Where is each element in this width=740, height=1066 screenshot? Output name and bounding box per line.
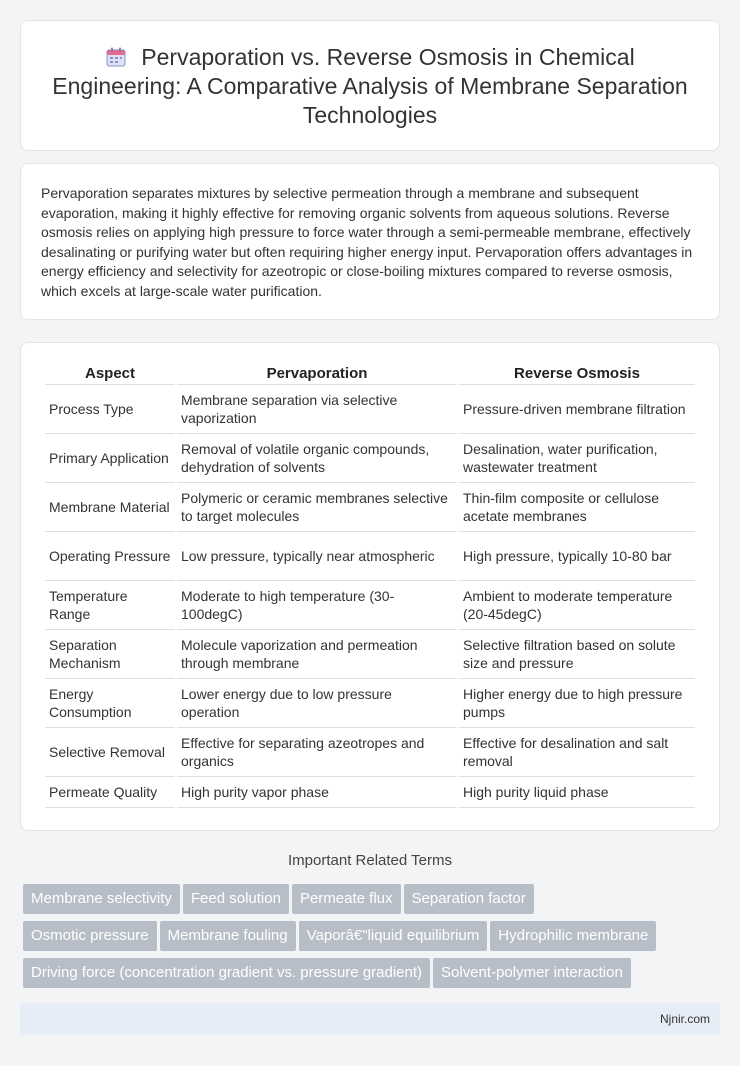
cell-aspect: Primary Application bbox=[45, 434, 175, 483]
table-row bbox=[45, 581, 695, 630]
header-aspect: Aspect bbox=[45, 361, 175, 385]
table-row bbox=[45, 728, 695, 777]
term-tag[interactable]: Osmotic pressure bbox=[23, 921, 157, 951]
page-title bbox=[41, 43, 699, 130]
page-title-text: Pervaporation vs. Reverse Osmosis in Chemical Engineering: A Comparative Analysis of Membrane Separation Technologies bbox=[52, 44, 688, 128]
cell-reverse-osmosis: Effective for desalination and salt removal bbox=[459, 728, 695, 777]
cell-pervaporation: Polymeric or ceramic membranes selective to target molecules bbox=[177, 483, 457, 532]
cell-reverse-osmosis: Ambient to moderate temperature (20-45degC) bbox=[459, 581, 695, 630]
cell-pervaporation: Membrane separation via selective vaporization bbox=[177, 385, 457, 434]
intro-paragraph: Pervaporation separates mixtures by selective permeation through a membrane and subsequent evaporation, making it highly effective for removing organic solvents from aqueous solutions. Reverse osmosis relies on applying high pressure to force water through a semi-permeable membrane, effectively desalinating or purifying water but often requiring higher energy input. Pervaporation offers advantages in energy efficiency and selectivity for azeotropic or close-boiling mixtures compared to reverse osmosis, which excels at large-scale water purification. bbox=[41, 185, 693, 299]
term-tag[interactable]: Membrane selectivity bbox=[23, 884, 180, 914]
cell-reverse-osmosis: Higher energy due to high pressure pumps bbox=[459, 679, 695, 728]
cell-aspect: Temperature Range bbox=[45, 581, 175, 630]
comparison-table bbox=[43, 361, 697, 808]
term-tag[interactable]: Separation factor bbox=[404, 884, 534, 914]
cell-aspect: Membrane Material bbox=[45, 483, 175, 532]
table-row bbox=[45, 777, 695, 808]
term-tag[interactable]: Driving force (concentration gradient vs. pressure gradient) bbox=[23, 958, 430, 988]
related-terms-list bbox=[23, 884, 723, 995]
title-card bbox=[20, 20, 720, 151]
term-tag[interactable]: Permeate flux bbox=[292, 884, 401, 914]
cell-pervaporation: Effective for separating azeotropes and organics bbox=[177, 728, 457, 777]
term-tag[interactable]: Feed solution bbox=[183, 884, 289, 914]
table-row bbox=[45, 679, 695, 728]
cell-aspect: Separation Mechanism bbox=[45, 630, 175, 679]
cell-aspect: Operating Pressure bbox=[45, 532, 175, 581]
cell-pervaporation: Moderate to high temperature (30-100degC) bbox=[177, 581, 457, 630]
footer bbox=[20, 1003, 720, 1035]
cell-aspect: Permeate Quality bbox=[45, 777, 175, 808]
cell-reverse-osmosis: Selective filtration based on solute size and pressure bbox=[459, 630, 695, 679]
cell-reverse-osmosis: High pressure, typically 10-80 bar bbox=[459, 532, 695, 581]
cell-reverse-osmosis: High purity liquid phase bbox=[459, 777, 695, 808]
table-row bbox=[45, 483, 695, 532]
cell-pervaporation: Lower energy due to low pressure operation bbox=[177, 679, 457, 728]
related-terms-heading: Important Related Terms bbox=[288, 852, 452, 869]
term-tag[interactable]: Hydrophilic membrane bbox=[490, 921, 656, 951]
header-reverse-osmosis: Reverse Osmosis bbox=[459, 361, 695, 385]
cell-reverse-osmosis: Desalination, water purification, wastewater treatment bbox=[459, 434, 695, 483]
cell-aspect: Process Type bbox=[45, 385, 175, 434]
table-row bbox=[45, 532, 695, 581]
cell-aspect: Selective Removal bbox=[45, 728, 175, 777]
term-tag[interactable]: Vaporâ€"liquid equilibrium bbox=[299, 921, 488, 951]
table-header-row bbox=[45, 361, 695, 385]
footer-site-link[interactable]: Njnir.com bbox=[659, 1012, 710, 1026]
term-tag[interactable]: Solvent-polymer interaction bbox=[433, 958, 631, 988]
intro-card bbox=[20, 163, 720, 320]
cell-pervaporation: Low pressure, typically near atmospheric bbox=[177, 532, 457, 581]
header-pervaporation: Pervaporation bbox=[177, 361, 457, 385]
table-row bbox=[45, 385, 695, 434]
term-tag[interactable]: Membrane fouling bbox=[160, 921, 296, 951]
cell-reverse-osmosis: Pressure-driven membrane filtration bbox=[459, 385, 695, 434]
comparison-table-card bbox=[20, 342, 720, 831]
table-row bbox=[45, 630, 695, 679]
cell-pervaporation: Removal of volatile organic compounds, dehydration of solvents bbox=[177, 434, 457, 483]
calendar-icon bbox=[105, 46, 127, 68]
table-row bbox=[45, 434, 695, 483]
cell-pervaporation: Molecule vaporization and permeation through membrane bbox=[177, 630, 457, 679]
cell-reverse-osmosis: Thin-film composite or cellulose acetate membranes bbox=[459, 483, 695, 532]
cell-aspect: Energy Consumption bbox=[45, 679, 175, 728]
cell-pervaporation: High purity vapor phase bbox=[177, 777, 457, 808]
